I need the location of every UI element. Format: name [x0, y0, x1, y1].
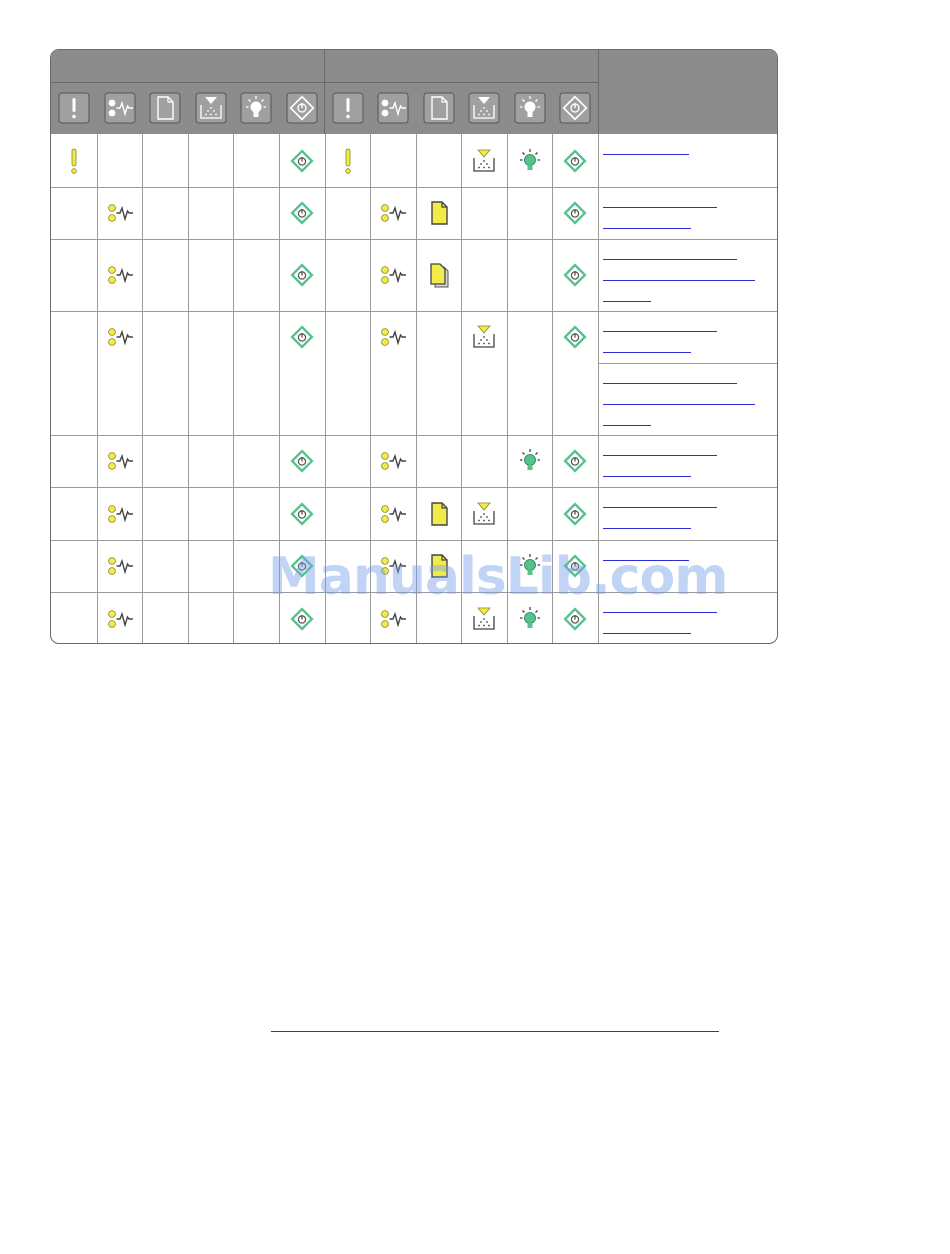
- row-1-link[interactable]: [603, 154, 764, 175]
- row-4-indicator: [552, 311, 598, 363]
- row-3-indicator: [416, 239, 461, 311]
- row-6-indicator: [552, 487, 598, 540]
- start-icon: [559, 498, 591, 530]
- jam-icon: [377, 445, 409, 477]
- row-4-indicator: [279, 311, 325, 363]
- start-icon: [559, 259, 591, 291]
- sleep-icon: [514, 145, 546, 177]
- error-icon: [58, 145, 90, 177]
- sleep-icon: [240, 92, 272, 124]
- row-8-link[interactable]: [603, 612, 764, 644]
- jam-icon: [104, 498, 136, 530]
- header-start-icon: [279, 82, 325, 134]
- header-toner-icon: [461, 82, 507, 134]
- jam-icon: [377, 92, 409, 124]
- row-4-link-2[interactable]: [603, 383, 764, 446]
- row-5-indicator: [97, 435, 142, 487]
- header-start-icon: [552, 82, 598, 134]
- manualslib-watermark: ManualsLib.com: [268, 547, 728, 607]
- row-1-indicator: [507, 134, 552, 187]
- row-5-link[interactable]: [603, 455, 764, 497]
- start-icon: [286, 197, 318, 229]
- row-1-indicator: [461, 134, 507, 187]
- header-error-icon: [325, 82, 370, 134]
- start-icon: [286, 498, 318, 530]
- jam-icon: [104, 197, 136, 229]
- paper-icon: [423, 498, 455, 530]
- paper-icon: [149, 92, 181, 124]
- column-divider: [188, 134, 189, 644]
- row-6-indicator: [370, 487, 416, 540]
- column-divider: [233, 134, 234, 644]
- row-2-indicator: [279, 187, 325, 239]
- paper-stack-icon: [423, 259, 455, 291]
- row-8-indicator: [97, 592, 142, 644]
- error-icon: [58, 92, 90, 124]
- toner-icon: [468, 145, 500, 177]
- row-7-indicator: [97, 540, 142, 592]
- sleep-icon: [514, 92, 546, 124]
- row-6-indicator: [461, 487, 507, 540]
- jam-icon: [377, 197, 409, 229]
- row-1-indicator: [279, 134, 325, 187]
- row-4-link[interactable]: [603, 331, 764, 373]
- header-link-divider: [598, 50, 599, 134]
- row-2-indicator: [370, 187, 416, 239]
- header-toner-icon: [188, 82, 233, 134]
- header-jam-icon: [97, 82, 142, 134]
- paper-icon: [423, 197, 455, 229]
- start-icon: [286, 145, 318, 177]
- row-1-indicator: [325, 134, 370, 187]
- row-5-indicator: [279, 435, 325, 487]
- row-4-indicator: [370, 311, 416, 363]
- jam-icon: [104, 603, 136, 635]
- jam-icon: [104, 550, 136, 582]
- jam-icon: [377, 498, 409, 530]
- row-3-indicator: [370, 239, 416, 311]
- start-icon: [286, 259, 318, 291]
- row-2-link[interactable]: [603, 207, 764, 249]
- start-icon: [559, 145, 591, 177]
- jam-icon: [377, 259, 409, 291]
- row-3-link[interactable]: [603, 259, 764, 322]
- column-divider: [142, 134, 143, 644]
- start-icon: [286, 321, 318, 353]
- start-icon: [559, 197, 591, 229]
- row-6-indicator: [97, 487, 142, 540]
- row-4-indicator: [97, 311, 142, 363]
- row-4-indicator: [461, 311, 507, 363]
- start-icon: [559, 92, 591, 124]
- start-icon: [559, 321, 591, 353]
- row-1-indicator: [552, 134, 598, 187]
- row-2-indicator: [552, 187, 598, 239]
- jam-icon: [104, 92, 136, 124]
- toner-icon: [468, 498, 500, 530]
- error-icon: [332, 92, 364, 124]
- header-error-icon: [51, 82, 97, 134]
- row-6-indicator: [279, 487, 325, 540]
- header-sleep-icon: [233, 82, 279, 134]
- row-5-indicator: [370, 435, 416, 487]
- jam-icon: [104, 259, 136, 291]
- row-3-indicator: [279, 239, 325, 311]
- start-icon: [559, 445, 591, 477]
- header-jam-icon: [370, 82, 416, 134]
- row-1-indicator: [51, 134, 97, 187]
- start-icon: [286, 92, 318, 124]
- row-5-indicator: [552, 435, 598, 487]
- toner-icon: [195, 92, 227, 124]
- jam-icon: [104, 445, 136, 477]
- row-2-indicator: [416, 187, 461, 239]
- header-sleep-icon: [507, 82, 552, 134]
- header-paper-icon: [142, 82, 188, 134]
- paper-icon: [423, 92, 455, 124]
- footer-link-underline[interactable]: [271, 1031, 719, 1032]
- error-icon: [332, 145, 364, 177]
- jam-icon: [104, 321, 136, 353]
- row-5-indicator: [507, 435, 552, 487]
- row-6-indicator: [416, 487, 461, 540]
- jam-icon: [377, 321, 409, 353]
- toner-icon: [468, 92, 500, 124]
- row-2-indicator: [97, 187, 142, 239]
- row-3-indicator: [552, 239, 598, 311]
- start-icon: [286, 445, 318, 477]
- row-3-indicator: [97, 239, 142, 311]
- header-paper-icon: [416, 82, 461, 134]
- sleep-icon: [514, 445, 546, 477]
- toner-icon: [468, 321, 500, 353]
